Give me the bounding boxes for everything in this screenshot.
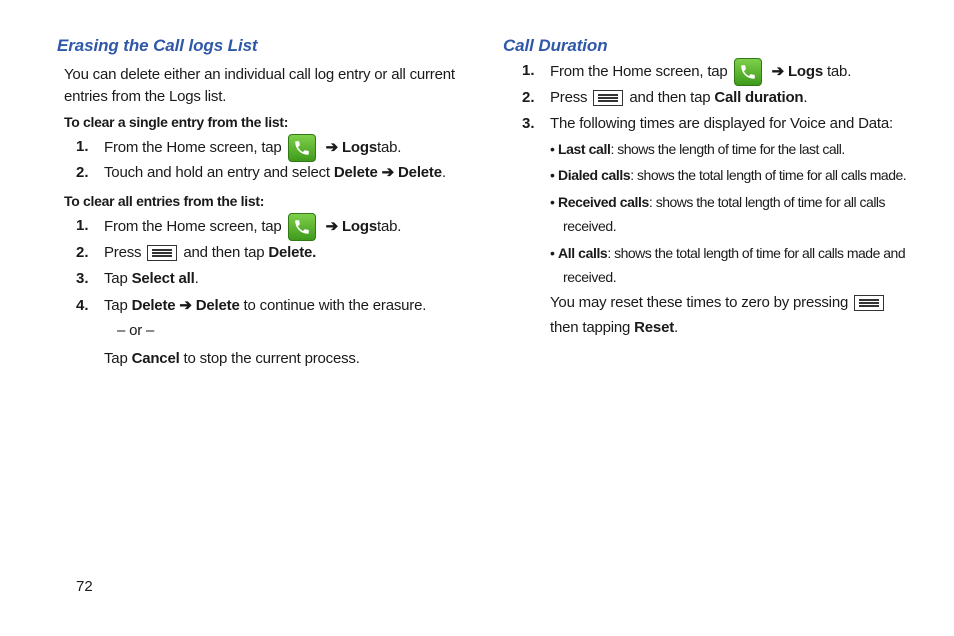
phone-icon	[288, 134, 316, 162]
step-text: .	[441, 164, 446, 181]
step-text: From the Home screen, tap	[104, 218, 282, 235]
reset-text: then tapping	[550, 319, 635, 336]
single-step-2	[104, 162, 446, 184]
step-text: to stop the current process.	[179, 350, 360, 367]
arrow-icon: ➔	[325, 139, 338, 156]
section-title-erasing: Erasing the Call logs List	[57, 36, 258, 55]
step-number: 1.	[76, 138, 89, 155]
logs-label: Logs	[341, 218, 377, 235]
arrow-icon: ➔	[179, 297, 192, 314]
menu-key-icon	[147, 245, 177, 261]
step-number: 1.	[76, 217, 89, 234]
step-text: Press	[550, 89, 588, 106]
step-number: 2.	[76, 244, 89, 261]
bullet-last-call: • Last call: shows the length of time for the last call.	[550, 141, 845, 157]
menu-key-icon	[854, 295, 884, 311]
step-text: and then tap	[183, 244, 269, 261]
delete-label: Delete	[131, 297, 176, 314]
bullet-received-calls: • Received calls: shows the total length of time for all calls	[550, 194, 886, 210]
step-text: tab.	[822, 63, 852, 80]
duration-step-2	[550, 87, 807, 109]
step-text: Tap	[104, 297, 132, 314]
reset-label: Reset	[634, 319, 675, 336]
step-number: 3.	[522, 115, 535, 132]
single-entry-heading: To clear a single entry from the list:	[64, 114, 289, 130]
arrow-icon: ➔	[325, 218, 338, 235]
step-text: From the Home screen, tap	[550, 63, 728, 80]
step-number: 2.	[522, 89, 535, 106]
bullet-received-calls-cont: received.	[563, 218, 617, 234]
bullet-label: Dialed calls	[558, 167, 631, 183]
step-text: Press	[104, 244, 142, 261]
step-text: Tap	[104, 350, 132, 367]
all-step-1	[104, 213, 401, 241]
cancel-instruction	[104, 348, 360, 370]
call-duration-label: Call duration	[714, 89, 804, 106]
cancel-label: Cancel	[131, 350, 180, 367]
duration-step-1	[550, 58, 851, 86]
step-number: 1.	[522, 62, 535, 79]
bullet-text: : shows the total length of time for all calls	[648, 194, 886, 210]
step-text: and then tap	[629, 89, 715, 106]
step-text: tab.	[376, 139, 402, 156]
arrow-icon: ➔	[381, 164, 395, 181]
reset-text: You may reset these times to zero by pressing	[550, 294, 849, 311]
menu-key-icon	[593, 90, 623, 106]
section-title-call-duration: Call Duration	[503, 36, 608, 55]
step-number: 3.	[76, 270, 89, 287]
single-step-1	[104, 134, 401, 162]
step-text: .	[194, 270, 199, 287]
intro-line-1: You can delete either an individual call log entry or all current	[64, 66, 455, 83]
all-entries-heading: To clear all entries from the list:	[64, 193, 265, 209]
phone-icon	[288, 213, 316, 241]
bullet-dialed-calls: • Dialed calls: shows the total length of time for all calls made.	[550, 167, 907, 183]
step-text: Tap	[104, 270, 132, 287]
bullet-label: All calls	[558, 245, 608, 261]
duration-step-3	[550, 113, 893, 135]
bullet-all-calls: • All calls: shows the total length of time for all calls made and	[550, 245, 906, 261]
step-text: Touch and hold an entry and select	[104, 164, 334, 181]
step-number: 4.	[76, 297, 89, 314]
step-text: to continue with the erasure.	[239, 297, 427, 314]
delete-label: Delete.	[268, 244, 317, 261]
bullet-text: : shows the total length of time for all calls made and	[607, 245, 906, 261]
delete-label: Delete	[333, 164, 378, 181]
delete-label: Delete	[398, 164, 442, 181]
all-step-2	[104, 242, 316, 264]
all-step-4	[104, 295, 426, 317]
bullet-all-calls-cont: received.	[563, 269, 617, 285]
reset-text: .	[674, 319, 678, 336]
all-step-3	[104, 268, 199, 290]
reset-line-2	[550, 317, 678, 339]
bullet-text: : shows the total length of time for all calls made.	[630, 167, 907, 183]
step-text: From the Home screen, tap	[104, 139, 282, 156]
arrow-icon: ➔	[771, 63, 784, 80]
select-all-label: Select all	[131, 270, 195, 287]
delete-label: Delete	[195, 297, 240, 314]
bullet-text: : shows the length of time for the last call.	[610, 141, 845, 157]
step-text: tab.	[376, 218, 402, 235]
bullet-label: Last call	[558, 141, 611, 157]
logs-label: Logs	[787, 63, 823, 80]
step-text: .	[803, 89, 808, 106]
reset-line-1	[550, 292, 890, 314]
or-separator: – or –	[117, 322, 155, 339]
step-text: The following times are displayed for Voice and Data:	[550, 115, 893, 132]
page-number: 72	[76, 578, 93, 595]
intro-line-2: entries from the Logs list.	[64, 88, 227, 105]
logs-label: Logs	[341, 139, 377, 156]
bullet-label: Received calls	[558, 194, 649, 210]
step-number: 2.	[76, 164, 89, 181]
phone-icon	[734, 58, 762, 86]
